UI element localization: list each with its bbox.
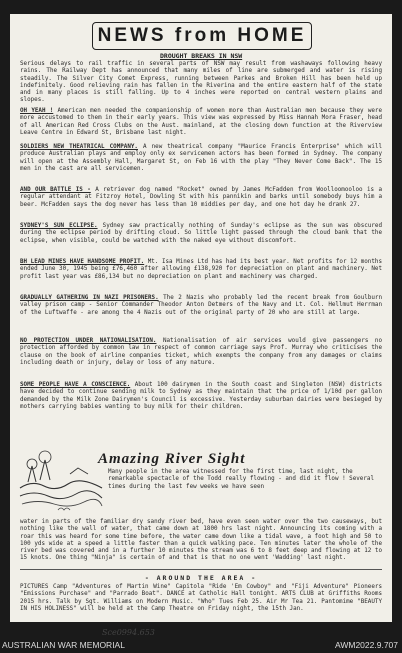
drought-heading: DROUGHT BREAKS IN NSW <box>160 52 243 60</box>
river-sight-lead: Many people in the area witnessed for the first time, last night, the remarkable spectacle of the Todd really flowing - and did it flow ! Several times during the last few weeks we have seen <box>108 469 374 490</box>
article-prisoners <box>20 295 382 317</box>
article-text: A new theatrical company "Maurice Francis Enterprise" which will produce Australian plays and employ only ex servicemen actors has been formed in Sydney. The company will open at the Assembly Hall, Margaret St, on Feb 16 with the play "They Never Come Back". The 15 men in the cast are all servicemen. <box>20 144 382 172</box>
article-text: Sydney saw practically nothing of Sunday's eclipse as the sun was obscured during the eclipse period by drifting cloud. So little light passed through the cloud bank that the eclipse, when visible, could be watched with the naked eye without discomfort. <box>20 223 382 244</box>
drought-text: Serious delays to rail traffic in several parts of NSW may result from washaways following heavy rains. The Railway Dept has announced that many miles of line are submerged and water is rising steadily. The Silver City Comet Express, running between Parkes and Broken Hill has been held up indefinitely. Good relieving rain has fallen in the Riverina and the entire eastern half of the state and in many places is still falling. Up to 4 inches were reported on central western plains and slopes. <box>20 61 382 104</box>
river-sight-title: Amazing River Sight <box>98 451 246 467</box>
around-the-area-heading: - AROUND THE AREA - <box>144 574 258 582</box>
article-oh-yeah <box>20 108 382 137</box>
article-text: About 100 dairymen in the South coast and Singleton (NSW) districts have decided to continue sending milk to Sydney as they maintain that the price of 1/10d per gallon demanded by the Milk Zone Dairymen's Council is excessive. Yesterday suburban dairies were besieged by mothers carrying babies wanting to buy milk for their children. <box>20 382 382 410</box>
article-dog <box>20 187 382 209</box>
article-lead: SOLDIERS NEW THEATRICAL COMPANY. <box>20 144 138 150</box>
article-eclipse <box>20 223 382 245</box>
masthead-box <box>92 22 312 50</box>
article-lead: BH LEAD MINES HAVE HANDSOME PROFIT. <box>20 259 145 265</box>
article-nationalisation <box>20 338 382 367</box>
footer-archive-name: AUSTRALIAN WAR MEMORIAL <box>2 640 125 650</box>
masthead-title: NEWS from HOME <box>97 25 307 46</box>
article-lead: NO PROTECTION UNDER NATIONALISATION. <box>20 338 157 344</box>
article-text: Nationalisation of air services would give passengers no protection afforded by common law in respect of common carriage says Prof. Murray who criticises the clause on the book of airline companies ticket, which exempts the company from any damages or claims including death or injury, delay or loss of any nature. <box>20 338 383 366</box>
article-text: Mt. Isa Mines Ltd has had its best year. Net profits for 12 months ended June 30, 1945 being £76,460 after allowing £138,920 for depreciation on plant and machinery. Net profit last year was £86,134 but no depreciation on plant and machinery was charged. <box>20 259 382 280</box>
handwritten-reference: Sce0994.653 <box>102 628 155 637</box>
article-milk <box>20 382 382 411</box>
article-lead: SYDNEY'S SUN ECLIPSE. <box>20 223 98 229</box>
news-sheet <box>10 14 392 637</box>
river-sight-text: water in parts of the familiar dry sandy river bed, have even seen water over the two causeways, but nothing like the wall of water, that came down at 1800 hrs last night. Announcing its coming with a roar this was heard for some time before, the water came down like a tidal wave, a foot high and 50 to 100 yds wide at a speed a little faster than a quick walking pace. Ten minutes later the whole of the river bed was covered and in a further 10 minutes the stream was 6 to 8 feet deep and flowing at 12 to 15 knots. One thing "Ninja" is certain of and that is that no one went 'Wadding' last night. <box>20 519 382 562</box>
article-text: A retriever dog named "Rocket" owned by James McFadden from Woolloomooloo is a regular attendant at Fitzroy Hotel, Dowling St with his pannikin and barks until somebody buys him a beer. McFadden says the dog never has less than 10 middies per day, and one hot day he drank 27. <box>20 187 383 208</box>
article-mines <box>20 259 382 281</box>
article-theatre <box>20 144 382 173</box>
footer-archive-id: AWM2022.9.707 <box>335 640 398 650</box>
article-lead: GRADUALLY GATHERING IN NAZI PRISONERS. <box>20 295 159 301</box>
around-the-area-text: PICTURES Camp "Adventures of Martin Wine" Capitola "Ride 'Em Cowboy" and "Fiji Adventure" Pioneers "Emissions Purchase" and "Parrado Boat". DANCE at Catholic Hall tonight. ARTS CLUB at Griffiths Rooms 2015 hrs. Talk by Sgt. Williams on Modern Music. "Who" Tues Feb 25. Air Mr Tea 21. Pantomime "BEAUTY IN HIS HOLINESS" will be held at the Camp Theatre on Friday night, the 15th Jan. <box>20 584 382 612</box>
article-lead: AND OUR BATTLE IS - <box>20 187 91 193</box>
river-sketch-illustration <box>18 444 104 514</box>
article-lead: OH YEAH ! <box>20 108 54 114</box>
article-text: The 2 Nazis who probably led the recent break from Goulburn valley prison camp - Senior Commander Theodor Anton Detmers of the Navy and Lt. Col. Hellmut Herrman of the Luftwaffe - are among the 4 Nazis out of the original party of 20 who are still at large. <box>20 295 383 316</box>
article-lead: SOME PEOPLE HAVE A CONSCIENCE. <box>20 382 131 388</box>
article-text: American men needed the companionship of women more than Australian men because they were more accustomed to them in their early years. This view was expressed by Miss Hannah Mora Fraser, head of all American Red Cross Clubs on the Aust. mainland, at the closing down function at the Riverview Leave Centre in Edward St, Brisbane last night. <box>20 108 382 136</box>
